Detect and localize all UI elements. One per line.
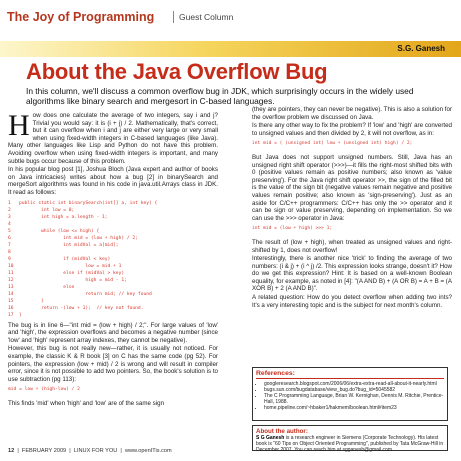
code-unsigned: int mid = ( (unsigned int) low + (unsigned int) high) / 2; bbox=[252, 141, 413, 147]
about-heading: About the author: bbox=[256, 428, 308, 435]
page-number: 12 bbox=[8, 448, 15, 454]
paragraph-kr: However, this bug is not really new—rather, it is usually not noticed. For example, the classic K & R book [3] on C has the same code (pg 52). For pointers, the expression (low + mid) / 2 is wrong and will result in compiler error, since it is not possible to add two pointers. So, the book's solution is to use subtraction (pg 113): bbox=[8, 345, 218, 383]
page-footer: 12 | FEBRUARY 2009 | LINUX FOR YOU | www.openITis.com bbox=[8, 448, 172, 454]
code-line bbox=[8, 228, 218, 235]
code-line bbox=[8, 284, 218, 291]
column-label: Guest Column bbox=[179, 12, 234, 22]
paragraph-mid: This finds 'mid' when 'high' and 'low' are of the same sign bbox=[8, 399, 165, 407]
site-url: www.openITis.com bbox=[124, 448, 172, 454]
line-number: 5 bbox=[8, 228, 11, 234]
page-header bbox=[0, 0, 461, 34]
code-subtraction: mid = low + (high-low) / 2 bbox=[8, 387, 80, 393]
about-name: S G Ganesh bbox=[256, 435, 285, 441]
code-text: } bbox=[19, 312, 22, 318]
line-number: 2 bbox=[8, 207, 11, 213]
reference-item: • bugs.sun.com/bugdatabase/view_bug.do?bug_id=5045582 bbox=[264, 387, 444, 393]
paragraph-java-shift: But Java does not support unsigned numbers. Still, Java has an unsigned right shift operator (>>>)—it fills the right-most shifted bits with 0 (positive values remain as positive numbers; also known as 'value preserving'). For the Java right shift operator >>, the sign of the filled bit is the value of the sign bit (negative values remain negative and positive values remain positive; also known as 'sign-preserving'). Just as an aside for C/C++ programmers: C/C++ has only the >> operator and it can be sign or value preserving, depending on implementation. So we can use the >>> operator in Java: bbox=[252, 153, 452, 222]
line-number: 15 bbox=[8, 298, 14, 304]
code-text: int midVal = a[mid]; bbox=[19, 242, 119, 248]
about-text bbox=[256, 435, 444, 453]
code-text: else if (midVal > key) bbox=[19, 270, 125, 276]
line-number: 1 bbox=[8, 200, 11, 206]
line-number: 7 bbox=[8, 242, 11, 248]
article-lead: In this column, we'll discuss a common overflow bug in JDK, which surprisingly occurs in the widely used algorithms like binary search and mergesort in C-based languages. bbox=[26, 86, 414, 106]
code-text: int low = 0; bbox=[19, 207, 75, 213]
author-name: S.G. Ganesh bbox=[397, 44, 445, 53]
series-title: The Joy of Programming bbox=[7, 10, 155, 24]
line-number: 8 bbox=[8, 249, 11, 255]
code-text: if (midVal < key) bbox=[19, 256, 111, 262]
code-text: int mid = (low + high) / 2; bbox=[19, 235, 138, 241]
code-line bbox=[8, 242, 218, 249]
code-text: public static int binarySearch(int[] a, int key) { bbox=[19, 200, 158, 206]
line-number: 11 bbox=[8, 270, 14, 276]
code-line bbox=[8, 277, 218, 284]
drop-cap: H bbox=[8, 109, 30, 142]
line-number: 4 bbox=[8, 221, 11, 227]
line-number: 10 bbox=[8, 263, 14, 269]
issue-month: FEBRUARY 2009 bbox=[21, 448, 67, 454]
code-line bbox=[8, 270, 218, 277]
code-line bbox=[8, 298, 218, 305]
paragraph-result: The result of (low + high), when treated as unsigned values and right-shifted by 1, does not overflow! bbox=[252, 238, 452, 254]
author-bar bbox=[0, 41, 461, 57]
paragraph-bloch: In his popular blog post [1], Joshua Bloch (Java expert and author of books on Java intricacies) writes about how a bug [2] in binarySearch and mergeSort algorithms was found in his code in java.util.Arrays class in JDK. It read as follows: bbox=[8, 166, 218, 196]
reference-item: • googleresearch.blogspot.com/2006/06/extra-extra-read-all-about-it-nearly.html bbox=[264, 381, 444, 387]
about-author-box bbox=[252, 425, 448, 451]
code-line bbox=[8, 312, 218, 319]
code-listing bbox=[8, 200, 218, 319]
code-shift: int mid = (low + high) >>> 1; bbox=[252, 226, 333, 232]
code-line bbox=[8, 249, 218, 256]
line-number: 14 bbox=[8, 291, 14, 297]
references-box bbox=[252, 367, 448, 421]
code-line bbox=[8, 256, 218, 263]
code-text: return mid; // key found bbox=[19, 291, 152, 297]
code-text: } bbox=[19, 298, 44, 304]
line-number: 12 bbox=[8, 277, 14, 283]
line-number: 17 bbox=[8, 312, 14, 318]
code-text: int high = a.length - 1; bbox=[19, 214, 108, 220]
paragraph-next: A related question: How do you detect overflow when adding two ints? It's a very interesting topic and is the subject for next month's column. bbox=[252, 294, 452, 309]
code-line bbox=[8, 305, 218, 312]
code-text: low = mid + 1 bbox=[19, 263, 122, 269]
line-number: 13 bbox=[8, 284, 14, 290]
code-line bbox=[8, 263, 218, 270]
header-divider bbox=[173, 11, 174, 23]
paragraph-bug-line: The bug is in line 6—"int mid = (low + high) / 2;". For large values of 'low' and 'high', the expression overflows and becomes a negative number (since 'low' and 'high' represent array indexes, they cannot be negative). bbox=[8, 321, 218, 344]
article-title: About the Java Overflow Bug bbox=[26, 59, 328, 84]
line-number: 16 bbox=[8, 305, 14, 311]
magazine-name: LINUX FOR YOU bbox=[73, 448, 118, 454]
right-column bbox=[252, 106, 452, 310]
code-line bbox=[8, 235, 218, 242]
paragraph-intro bbox=[8, 109, 218, 165]
code-line bbox=[8, 200, 218, 207]
paragraph-unsigned-question: Is there any other way to fix the problem? If 'low' and 'high' are converted to unsigned values and then divided by 2, it will not overflow, as in: bbox=[252, 122, 452, 137]
line-number: 3 bbox=[8, 214, 11, 220]
about-bio: is a research engineer in Siemens (Corporate Technology). His latest book is "60 Tips on Object Oriented Programming", published by Tata McGraw-Hill in December 2007. You can reach him at sgganesh@gmail.com. bbox=[256, 435, 444, 453]
code-line bbox=[8, 214, 218, 221]
code-line bbox=[8, 221, 218, 228]
code-text: return -(low + 1); // key not found. bbox=[19, 305, 144, 311]
code-line bbox=[8, 207, 218, 214]
intro-text: ow does one calculate the average of two integers, say i and j? Trivial you would say: it is (i + j) / 2. Mathematically, that's correct, but it can overflow when i and j are either very large or very small when using fixed-width integers in C-based languages (like Java). Many other languages like Lisp and Python do not have this problem. Avoiding overflow when using fixed-width integers is important, and many subtle bugs occur because of this problem. bbox=[8, 112, 218, 165]
code-text: while (low <= high) { bbox=[19, 228, 100, 234]
paragraph-trick: Interestingly, there is another nice 'trick' to finding the average of two numbers: (i & j) + (i ^ j) /2. This expression looks strange, doesn't it? How do we get this expression? Hint: It is based on a well-known Boolean equality, for example, as noted in [4]: "(A AND B) + (A OR B) = A + B = (A XOR B) + 2 (A AND B)". bbox=[252, 255, 452, 293]
code-text: high = mid - 1; bbox=[19, 277, 127, 283]
line-number: 6 bbox=[8, 235, 11, 241]
left-column bbox=[8, 109, 218, 408]
references-heading: References: bbox=[256, 370, 444, 379]
line-number: 9 bbox=[8, 256, 11, 262]
paragraph-pointers: (they are pointers, they can never be negative). This is also a solution for the overflow problem we discussed on Java. bbox=[252, 106, 452, 121]
reference-item: • home.pipeline.com/~hbaker1/hakmem/boolean.html#item23 bbox=[264, 405, 444, 411]
code-text: else bbox=[19, 284, 75, 290]
code-line bbox=[8, 291, 218, 298]
reference-item: • The C Programming Language, Brian W. Kernighan, Dennis M. Ritchie, Prentice-Hall, 1988. bbox=[264, 393, 444, 405]
